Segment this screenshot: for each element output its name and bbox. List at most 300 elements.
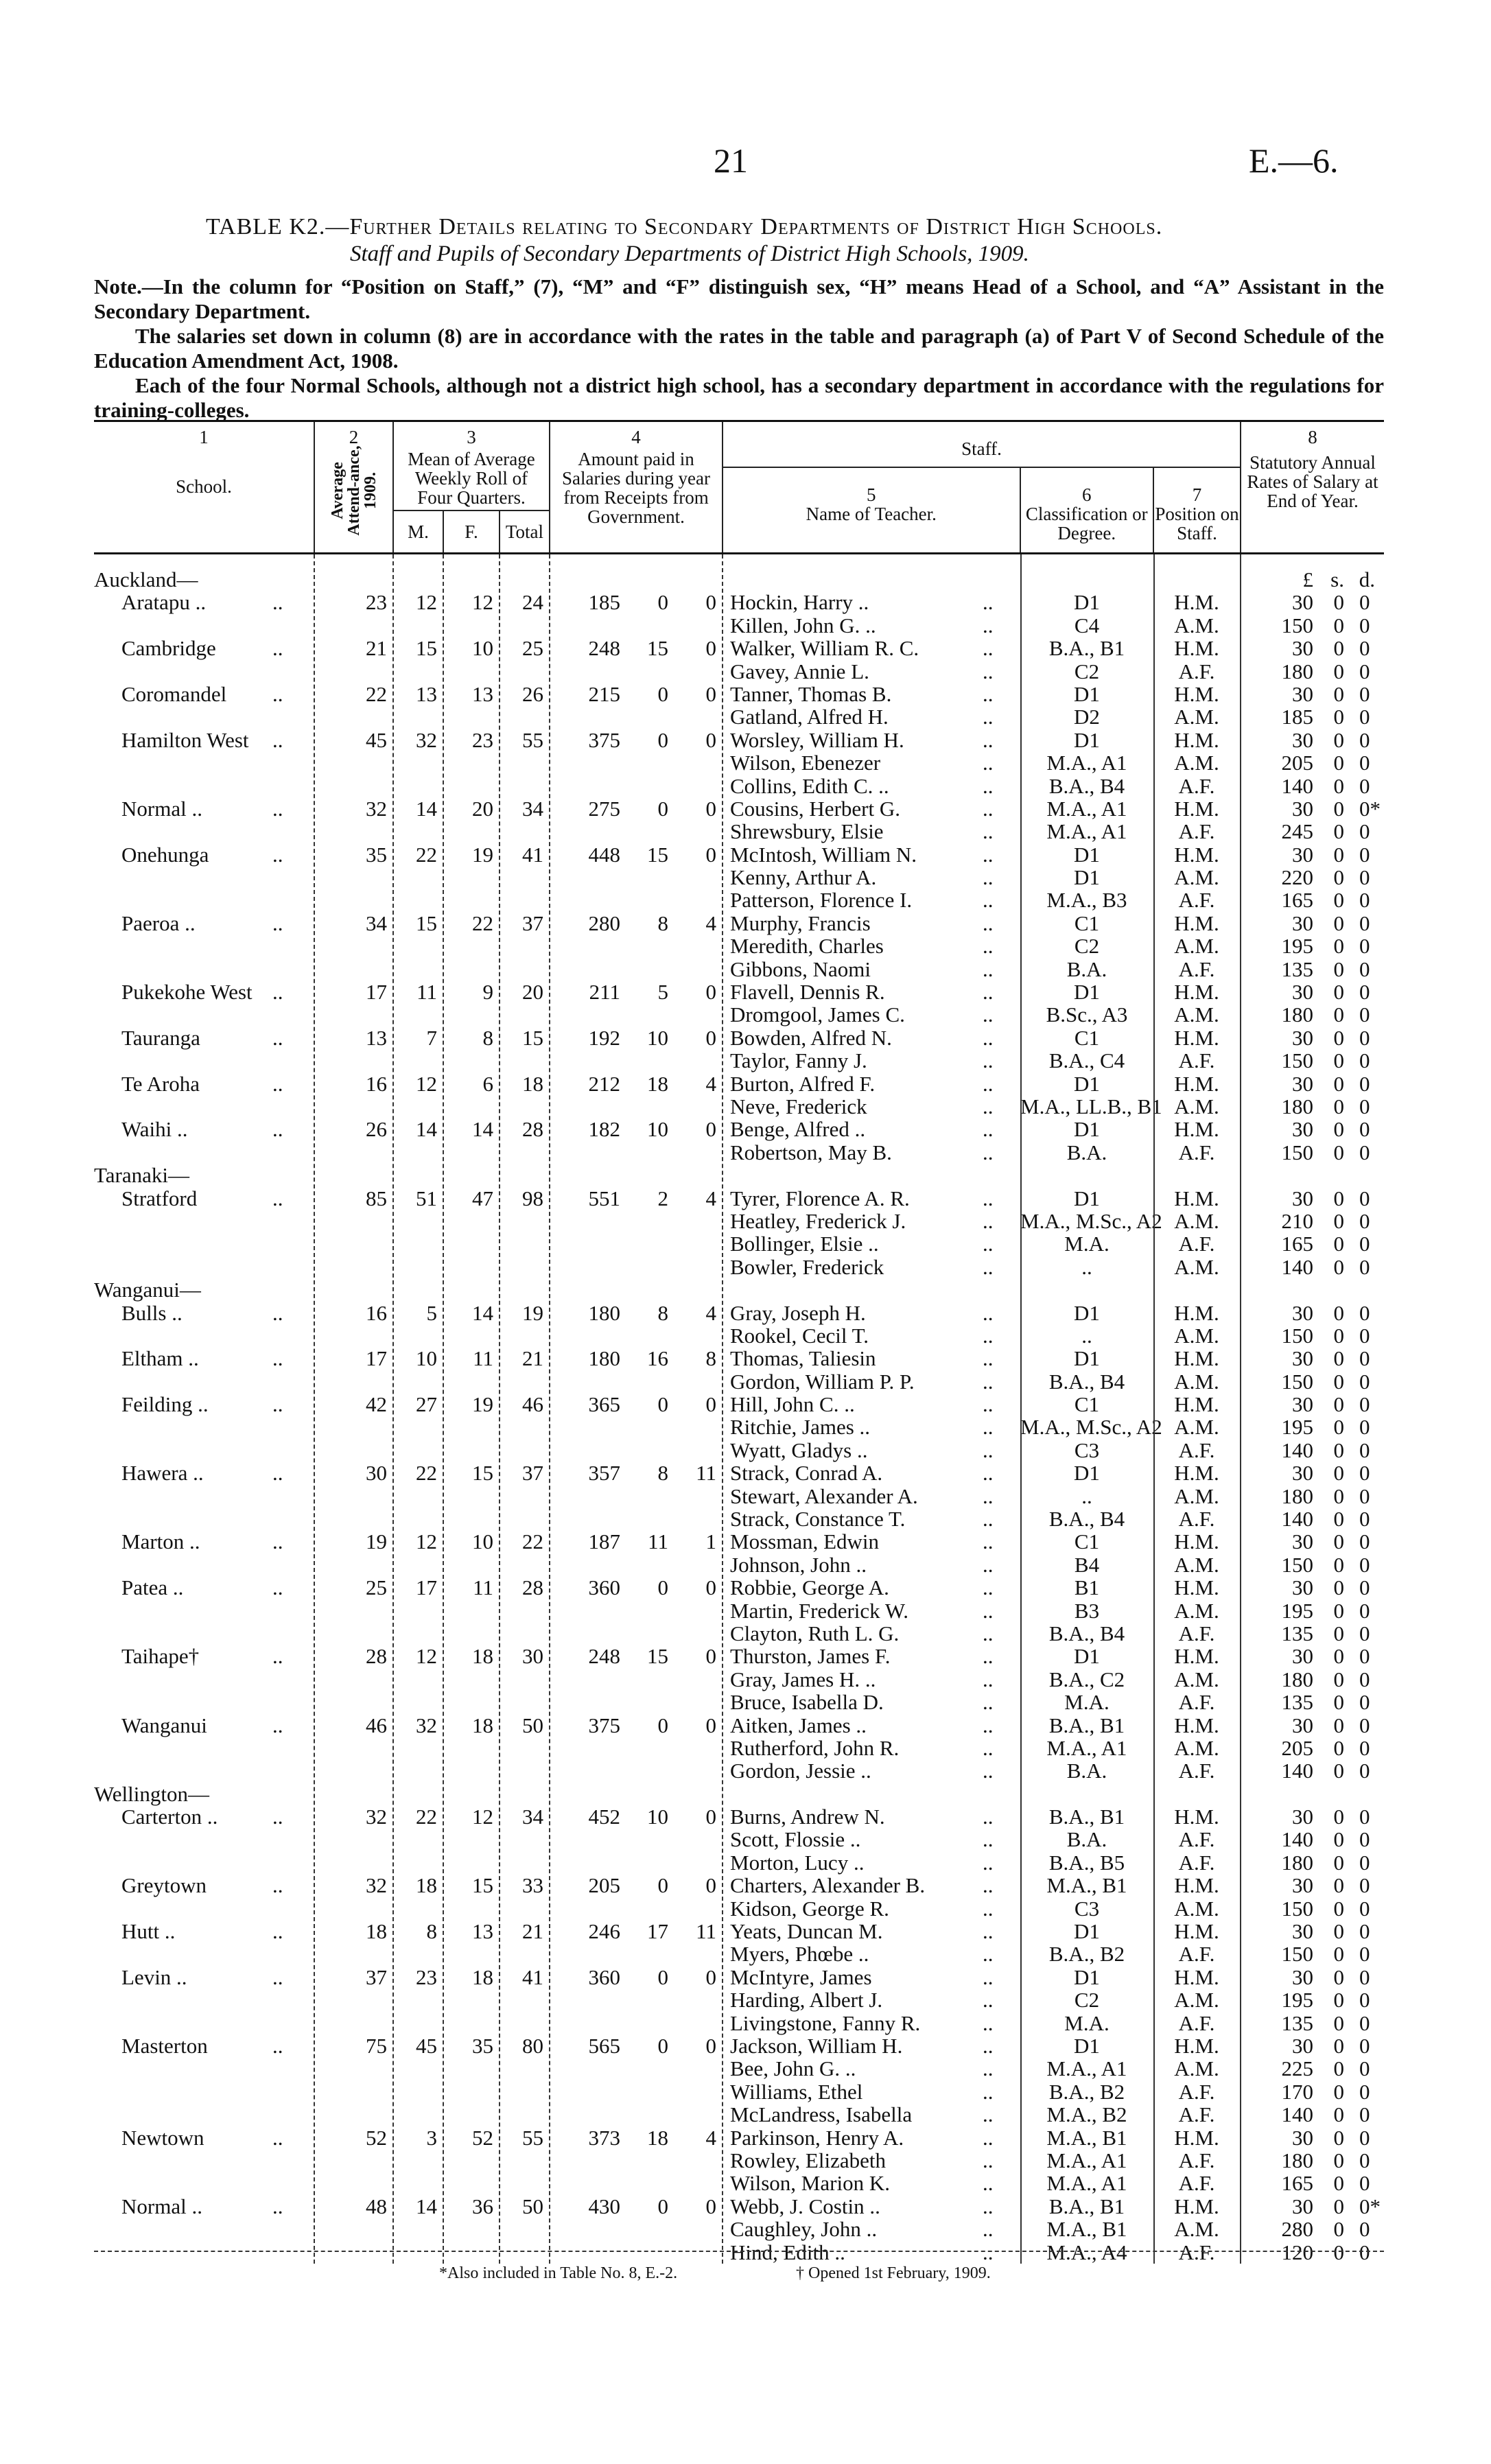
empty-cell <box>626 2218 674 2240</box>
classification: M.A., A1 <box>1046 819 1127 844</box>
teacher-name <box>722 1210 1020 1232</box>
empty-cell <box>499 2103 549 2126</box>
classification: C3 <box>1074 1438 1100 1462</box>
salary-pounds: 120 <box>1281 2240 1313 2264</box>
teacher-name-text: Bowler, Frederick <box>730 1254 884 1279</box>
salary-shillings: 0 <box>1333 1735 1344 1760</box>
dot-leader: .. <box>983 613 994 637</box>
classification: D1 <box>1074 980 1100 1005</box>
empty-cell <box>443 1897 499 1920</box>
table-row <box>94 729 1384 751</box>
empty-cell <box>392 1507 443 1530</box>
dot-leader: .. <box>983 1690 994 1715</box>
amount-shillings: 0 <box>657 590 668 615</box>
position-on-staff: H.M. <box>1174 1071 1219 1096</box>
salary-shillings: 0 <box>1333 1598 1344 1623</box>
empty-cell <box>674 1828 722 1851</box>
empty-cell <box>443 2080 499 2103</box>
average-attendance: 22 <box>366 681 387 706</box>
empty-cell <box>443 614 499 637</box>
average-attendance: 52 <box>366 2125 387 2150</box>
col-label: Average Attend-ance, 1909. <box>328 445 379 536</box>
table-row <box>94 1302 1384 1324</box>
amount-shillings: 10 <box>647 1805 668 1829</box>
amount-pounds: 211 <box>589 980 620 1005</box>
school-name-text: Newtown <box>121 2125 204 2150</box>
empty-cell <box>674 1943 722 1965</box>
table-row <box>94 1645 1384 1667</box>
salary-shillings: 0 <box>1333 1805 1344 1829</box>
teacher-name <box>722 1714 1020 1737</box>
table-row <box>94 1141 1384 1164</box>
salary-pence: 0 <box>1359 1552 1370 1577</box>
empty-cell <box>392 866 443 889</box>
dot-leader: .. <box>983 681 994 706</box>
position-on-staff: A.M. <box>1174 2056 1219 2081</box>
salary-pence: 0 <box>1359 1346 1370 1371</box>
salary-shillings: 0 <box>1333 1048 1344 1073</box>
empty-cell <box>392 2080 443 2103</box>
position-on-staff: H.M. <box>1174 1346 1219 1371</box>
salary-pounds: 205 <box>1281 751 1313 775</box>
teacher-name-text: Walker, William R. C. <box>730 636 919 661</box>
empty-cell <box>674 1988 722 2011</box>
school-name <box>94 1393 314 1416</box>
salary-pence: 0 <box>1359 2171 1370 2196</box>
table-row <box>94 637 1384 659</box>
salary-pounds: 135 <box>1281 2010 1313 2035</box>
teacher-name <box>722 1187 1020 1210</box>
empty-cell <box>392 1668 443 1691</box>
footnote-dagger: † Opened 1st February, 1909. <box>796 2264 991 2282</box>
empty-cell <box>549 1599 626 1622</box>
position-on-staff: H.M. <box>1174 1575 1219 1600</box>
empty-cell <box>626 2172 674 2194</box>
position-on-staff: H.M. <box>1174 1713 1219 1737</box>
empty-cell <box>314 660 392 683</box>
empty-cell <box>499 1485 549 1507</box>
school-name-text: Feilding .. <box>121 1392 209 1417</box>
notes <box>94 274 1384 423</box>
empty-cell <box>499 2149 549 2172</box>
dot-leader: .. <box>983 2010 994 2035</box>
salary-pence: 0 <box>1359 1071 1370 1096</box>
empty-cell <box>626 2080 674 2103</box>
dot-leader: .. <box>983 1598 994 1623</box>
empty-cell <box>626 1691 674 1713</box>
table-row <box>94 614 1384 637</box>
dot-leader: .. <box>983 2125 994 2150</box>
position-on-staff: H.M. <box>1174 1805 1219 1829</box>
teacher-name-text: Wilson, Marion K. <box>730 2171 890 2196</box>
teacher-name <box>722 1439 1020 1462</box>
column-divider <box>1153 554 1155 2264</box>
average-attendance: 48 <box>366 2194 387 2218</box>
col-number: 5 <box>867 484 876 505</box>
dot-leader: .. <box>983 1827 994 1852</box>
teacher-name-text: McIntyre, James <box>730 1964 872 1989</box>
empty-cell <box>443 2012 499 2034</box>
classification: D1 <box>1074 1964 1100 1989</box>
empty-cell <box>626 1049 674 1072</box>
empty-cell <box>499 1553 549 1576</box>
teacher-name <box>722 2126 1020 2149</box>
teacher-name-text: Livingstone, Fanny R. <box>730 2010 921 2035</box>
classification: C1 <box>1074 1025 1100 1050</box>
teacher-name-text: Caughley, John .. <box>730 2217 878 2242</box>
amount-shillings: 0 <box>657 681 668 706</box>
school-name-text: Hutt .. <box>121 1919 176 1944</box>
amount-shillings: 0 <box>657 1575 668 1600</box>
position-on-staff: A.F. <box>1178 1140 1215 1164</box>
table-row <box>94 2034 1384 2057</box>
empty-cell <box>314 1439 392 1462</box>
table-row <box>94 1920 1384 1943</box>
roll-total: 24 <box>522 590 543 615</box>
salary-pounds: 195 <box>1281 1598 1313 1623</box>
empty-cell <box>626 958 674 981</box>
dot-leader: .. <box>983 842 994 867</box>
roll-total: 28 <box>522 1575 543 1600</box>
school-name-text: Cambridge <box>121 636 216 661</box>
salary-pence: 0 <box>1359 1644 1370 1669</box>
dot-leader: .. <box>272 1964 283 1989</box>
average-attendance: 23 <box>366 590 387 615</box>
classification: B.A., B2 <box>1048 2079 1125 2104</box>
teacher-name-text: Heatley, Frederick J. <box>730 1208 906 1233</box>
amount-pence: 0 <box>705 727 716 752</box>
classification: M.A., B1 <box>1046 1873 1127 1898</box>
empty-cell <box>674 1095 722 1118</box>
empty-cell <box>443 1691 499 1713</box>
empty-cell <box>674 1324 722 1347</box>
amount-shillings: 17 <box>647 1919 668 1944</box>
dot-leader: .. <box>272 2125 283 2150</box>
position-on-staff: A.F. <box>1178 819 1215 844</box>
classification: M.A., M.Sc., A2 <box>1020 1208 1162 1233</box>
empty-cell <box>392 2057 443 2080</box>
dot-leader: .. <box>983 1713 994 1737</box>
salary-pounds: 195 <box>1281 1988 1313 2013</box>
salary-pounds: 245 <box>1281 819 1313 844</box>
classification: D1 <box>1074 842 1100 867</box>
salary-pounds: 30 <box>1292 1392 1313 1417</box>
table-row <box>94 705 1384 728</box>
table-row <box>94 2241 1384 2264</box>
empty-cell <box>392 1599 443 1622</box>
position-on-staff: H.M. <box>1174 1529 1219 1554</box>
empty-cell <box>626 1439 674 1462</box>
classification: D1 <box>1074 1644 1100 1669</box>
empty-cell <box>314 751 392 774</box>
table-title <box>206 214 1162 240</box>
salary-pounds: 30 <box>1292 1575 1313 1600</box>
amount-pounds: 182 <box>588 1117 620 1142</box>
school-name-text: Pukekohe West <box>121 980 253 1005</box>
salary-shillings: 0 <box>1333 1644 1344 1669</box>
empty-cell <box>314 1256 392 1278</box>
roll-female: 35 <box>472 2034 493 2058</box>
dot-leader: .. <box>983 934 994 959</box>
salary-pence: 0 <box>1359 2125 1370 2150</box>
salary-pounds: 135 <box>1281 957 1313 981</box>
empty-cell <box>392 1897 443 1920</box>
school-name <box>94 591 314 613</box>
region-row <box>94 1164 1384 1186</box>
empty-cell <box>674 1485 722 1507</box>
amount-pounds: 365 <box>588 1392 620 1417</box>
amount-shillings: 0 <box>657 1873 668 1898</box>
col-label: Statutory Annual Rates of Salary at End of Year. <box>1247 452 1378 511</box>
amount-shillings: 11 <box>648 1529 668 1554</box>
position-on-staff: H.M. <box>1174 2034 1219 2058</box>
teacher-name <box>722 1691 1020 1713</box>
empty-cell <box>626 889 674 911</box>
salary-pounds: 140 <box>1281 1827 1313 1852</box>
salary-pence: 0 <box>1359 727 1370 752</box>
empty-cell <box>549 1737 626 1759</box>
dot-leader: .. <box>272 1461 283 1486</box>
empty-cell <box>314 1095 392 1118</box>
salary-pounds: 180 <box>1281 1483 1313 1508</box>
roll-female: 11 <box>473 1346 493 1371</box>
teacher-name <box>722 591 1020 613</box>
dot-leader: .. <box>272 1805 283 1829</box>
roll-female: 13 <box>472 681 493 706</box>
empty-cell <box>392 1439 443 1462</box>
dot-leader: .. <box>983 819 994 844</box>
salary-pounds: 30 <box>1292 842 1313 867</box>
amount-shillings: 18 <box>647 1071 668 1096</box>
salary-pence: 0 <box>1359 1483 1370 1508</box>
roll-total: 33 <box>522 1873 543 1898</box>
dot-leader: .. <box>272 1873 283 1898</box>
salary-pence: 0 <box>1359 1461 1370 1486</box>
salary-shillings: 0 <box>1333 1621 1344 1645</box>
position-on-staff: A.M. <box>1174 613 1219 637</box>
empty-cell <box>94 1622 314 1645</box>
teacher-name-text: Rowley, Elizabeth <box>730 2148 886 2172</box>
teacher-name-text: Hockin, Harry .. <box>730 590 869 615</box>
empty-cell <box>392 1370 443 1393</box>
dot-leader: .. <box>983 1667 994 1691</box>
empty-cell <box>549 1507 626 1530</box>
salary-pence: 0 <box>1359 2034 1370 2058</box>
col-label-f: F. <box>443 511 499 552</box>
salary-shillings: 0 <box>1333 590 1344 615</box>
table-row <box>94 935 1384 957</box>
position-on-staff: H.M. <box>1174 2125 1219 2150</box>
salary-pence: 0 <box>1359 1919 1370 1944</box>
empty-cell <box>499 1141 549 1164</box>
dot-leader: .. <box>983 1140 994 1164</box>
empty-cell <box>443 775 499 797</box>
salary-pence: 0 <box>1359 1735 1370 1760</box>
empty-cell <box>674 2103 722 2126</box>
classification: B.A., B1 <box>1048 2194 1125 2218</box>
empty-cell <box>314 1737 392 1759</box>
salary-shillings: 0 <box>1333 1896 1344 1921</box>
empty-cell <box>626 1668 674 1691</box>
salary-shillings: 0 <box>1333 1117 1344 1142</box>
school-name <box>94 1874 314 1897</box>
roll-total: 37 <box>522 911 543 935</box>
table-row <box>94 2195 1384 2218</box>
classification: C1 <box>1074 1392 1100 1417</box>
col-school-header <box>94 422 314 552</box>
salary-shillings: 0 <box>1333 1667 1344 1691</box>
empty-cell <box>549 1622 626 1645</box>
teacher-name <box>722 843 1020 866</box>
empty-cell <box>626 1622 674 1645</box>
school-name <box>94 1805 314 1828</box>
empty-cell <box>94 2057 314 2080</box>
dot-leader: .. <box>983 1575 994 1600</box>
salary-shillings: 0 <box>1333 1483 1344 1508</box>
salary-pounds: 30 <box>1292 2034 1313 2058</box>
amount-shillings: 0 <box>657 1392 668 1417</box>
empty-cell <box>549 2057 626 2080</box>
salary-pounds: 150 <box>1281 1323 1313 1348</box>
salary-pence: 0 <box>1359 1117 1370 1142</box>
empty-cell <box>626 1851 674 1874</box>
table-row <box>94 1049 1384 1072</box>
roll-male: 10 <box>416 1346 437 1371</box>
empty-cell <box>443 2149 499 2172</box>
salary-pounds: 140 <box>1281 1254 1313 1279</box>
teacher-name <box>722 1485 1020 1507</box>
roll-total: 26 <box>522 681 543 706</box>
col-amount-header <box>549 422 722 552</box>
teacher-name-text: Scott, Flossie .. <box>730 1827 861 1852</box>
dot-leader: .. <box>272 1300 283 1325</box>
table-row <box>94 797 1384 820</box>
empty-cell <box>674 2057 722 2080</box>
salary-shillings: 0 <box>1333 1964 1344 1989</box>
dot-leader: .. <box>983 1208 994 1233</box>
teacher-name-text: Jackson, William H. <box>730 2034 903 2058</box>
classification: M.A., A1 <box>1046 796 1127 821</box>
amount-pounds: 215 <box>588 681 620 706</box>
dot-leader: .. <box>983 911 994 935</box>
table-title-prefix: TABLE K2.— <box>206 214 350 239</box>
dot-leader: .. <box>983 2079 994 2104</box>
dot-leader: .. <box>272 590 283 615</box>
classification: M.A., LL.B., B1 <box>1020 1094 1162 1118</box>
page-number: 21 <box>714 141 748 180</box>
empty-cell <box>314 1370 392 1393</box>
empty-cell <box>549 614 626 637</box>
empty-cell <box>626 1416 674 1438</box>
dot-leader: .. <box>272 2194 283 2218</box>
empty-cell <box>626 1943 674 1965</box>
dot-leader: .. <box>983 2102 994 2127</box>
dot-leader: .. <box>272 1529 283 1554</box>
empty-cell <box>499 1988 549 2011</box>
teacher-name <box>722 1416 1020 1438</box>
empty-cell <box>314 1141 392 1164</box>
empty-cell <box>549 1759 626 1782</box>
amount-shillings: 5 <box>657 980 668 1005</box>
position-on-staff: A.M. <box>1174 1208 1219 1233</box>
empty-cell <box>94 1691 314 1713</box>
roll-female: 52 <box>472 2125 493 2150</box>
empty-cell <box>94 1049 314 1072</box>
school-name-text: Tauranga <box>121 1025 200 1050</box>
empty-cell <box>94 2218 314 2240</box>
empty-cell <box>94 2149 314 2172</box>
empty-cell <box>499 2057 549 2080</box>
salary-shillings: 0 <box>1333 2034 1344 2058</box>
school-name-text: Onehunga <box>121 842 209 867</box>
classification: M.A. <box>1064 1690 1110 1715</box>
salary-pounds: 150 <box>1281 1942 1313 1967</box>
classification: C2 <box>1074 934 1100 959</box>
empty-cell <box>94 614 314 637</box>
dot-leader: .. <box>983 2148 994 2172</box>
empty-cell <box>499 866 549 889</box>
salary-shillings: 0 <box>1333 2148 1344 2172</box>
salary-pounds: 30 <box>1292 1186 1313 1210</box>
school-name <box>94 1530 314 1553</box>
teacher-name <box>722 1920 1020 1943</box>
empty-cell <box>674 1256 722 1278</box>
salary-pounds: 150 <box>1281 613 1313 637</box>
empty-cell <box>443 1210 499 1232</box>
salary-shillings: 0 <box>1333 2171 1344 2196</box>
empty-cell <box>314 935 392 957</box>
dot-leader: .. <box>272 1346 283 1371</box>
empty-cell <box>549 2241 626 2264</box>
classification: D2 <box>1074 705 1100 729</box>
teacher-name-text: Martin, Frederick W. <box>730 1598 909 1623</box>
column-divider <box>314 554 315 2264</box>
empty-cell <box>674 1553 722 1576</box>
roll-male: 12 <box>416 1644 437 1669</box>
school-name <box>94 729 314 751</box>
classification: C1 <box>1074 911 1100 935</box>
empty-cell <box>674 1507 722 1530</box>
empty-cell <box>674 2149 722 2172</box>
empty-cell <box>443 866 499 889</box>
teacher-name <box>722 1302 1020 1324</box>
salary-pence: 0 <box>1359 1254 1370 1279</box>
empty-cell <box>499 1622 549 1645</box>
position-on-staff: A.F. <box>1178 1507 1215 1532</box>
position-on-staff: H.M. <box>1174 2194 1219 2218</box>
table-row <box>94 1187 1384 1210</box>
salary-shillings: 0 <box>1333 2194 1344 2218</box>
col-label: Classification or Degree. <box>1025 504 1148 543</box>
empty-cell <box>499 2172 549 2194</box>
table-row <box>94 1462 1384 1484</box>
amount-pence: 11 <box>696 1461 716 1486</box>
school-name <box>94 1920 314 1943</box>
salary-pounds: 140 <box>1281 1438 1313 1462</box>
roll-total: 55 <box>522 727 543 752</box>
teacher-name <box>722 1645 1020 1667</box>
salary-pounds: 165 <box>1281 2171 1313 2196</box>
salary-pounds: 140 <box>1281 2102 1313 2127</box>
empty-cell <box>626 1324 674 1347</box>
empty-cell <box>94 1737 314 1759</box>
classification: M.A., B1 <box>1046 2217 1127 2242</box>
empty-cell <box>549 820 626 843</box>
teacher-name <box>722 2034 1020 2057</box>
empty-cell <box>443 1507 499 1530</box>
amount-pounds: 246 <box>588 1919 620 1944</box>
dot-leader: .. <box>272 1644 283 1669</box>
